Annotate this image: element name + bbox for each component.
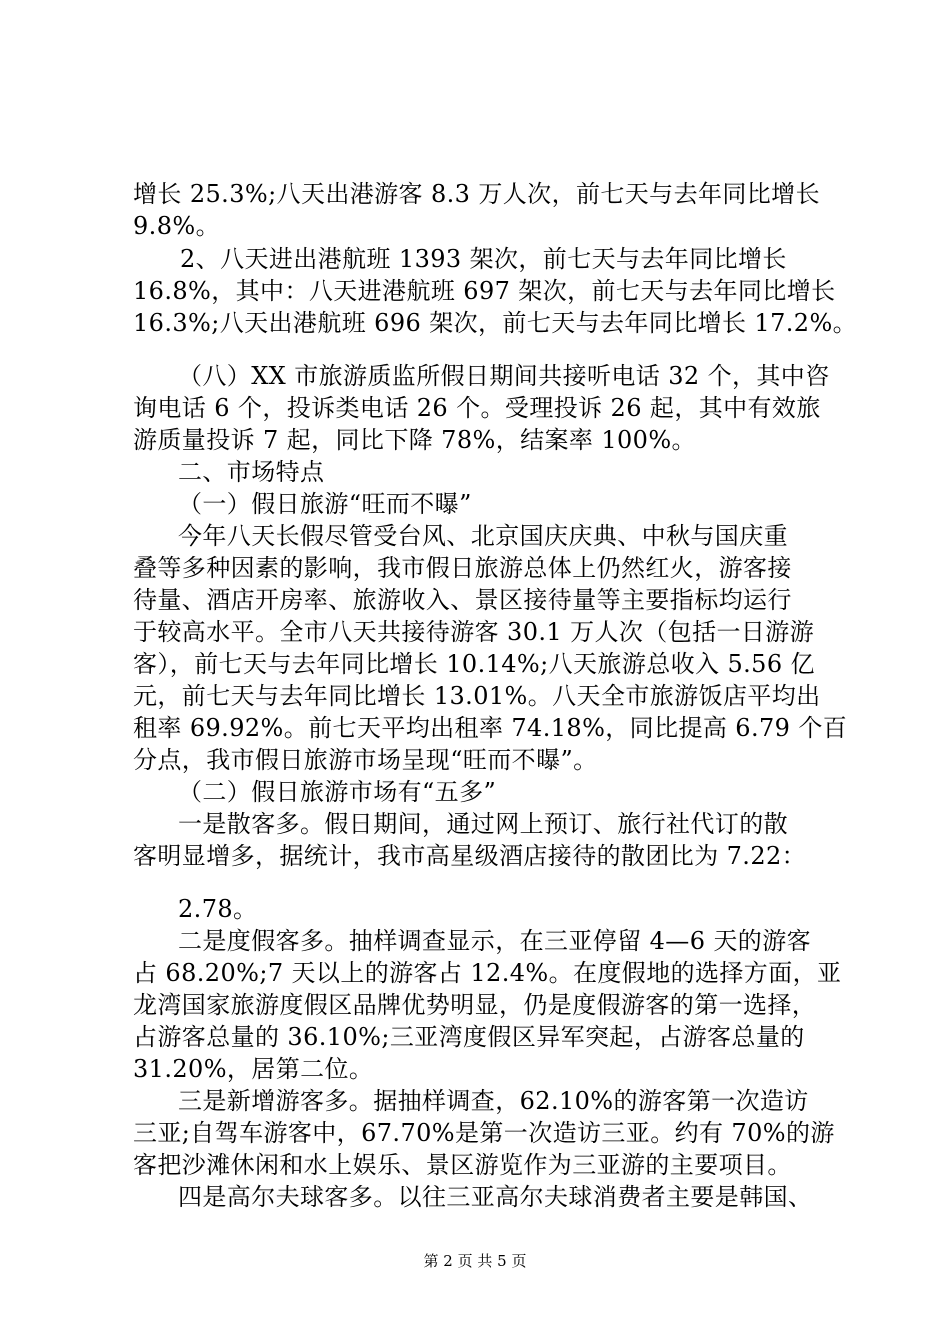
- text-line: 增长 25.3%;八天出港游客 8.3 万人次，前七天与去年同比增长: [133, 180, 820, 208]
- text-line: 占游客总量的 36.10%;三亚湾度假区异军突起，占游客总量的: [133, 1023, 805, 1051]
- text-line: 16.8%，其中：八天进港航班 697 架次，前七天与去年同比增长: [133, 277, 836, 305]
- text-line: 分点，我市假日旅游市场呈现“旺而不曝”。: [133, 746, 598, 774]
- text-line: 一是散客多。假日期间，通过网上预订、旅行社代订的散: [178, 810, 788, 838]
- text-line: 询电话 6 个，投诉类电话 26 个。受理投诉 26 起，其中有效旅: [133, 394, 821, 422]
- text-line: 9.8%。: [133, 212, 220, 240]
- text-line: 龙湾国家旅游度假区品牌优势明显，仍是度假游客的第一选择，: [133, 991, 817, 1019]
- subsection-heading: （一）假日旅游“旺而不曝”: [178, 490, 472, 518]
- text-line: 今年八天长假尽管受台风、北京国庆庆典、中秋与国庆重: [178, 522, 788, 550]
- text-line: 三亚;自驾车游客中，67.70%是第一次造访三亚。约有 70%的游: [133, 1119, 835, 1147]
- text-line: 2、八天进出港航班 1393 架次，前七天与去年同比增长: [180, 245, 787, 273]
- text-line: 客），前七天与去年同比增长 10.14%;八天旅游总收入 5.56 亿: [133, 650, 815, 678]
- text-line: 31.20%，居第二位。: [133, 1055, 374, 1083]
- text-line: 于较高水平。全市八天共接待游客 30.1 万人次（包括一日游游: [133, 618, 815, 646]
- text-line: 客把沙滩休闲和水上娱乐、景区游览作为三亚游的主要项目。: [133, 1151, 792, 1179]
- text-line: 16.3%;八天出港航班 696 架次，前七天与去年同比增长 17.2%。: [133, 309, 858, 337]
- text-line: 游质量投诉 7 起，同比下降 78%，结案率 100%。: [133, 426, 696, 454]
- text-line: 二是度假客多。抽样调查显示，在三亚停留 4—6 天的游客: [178, 927, 811, 955]
- text-line: 占 68.20%;7 天以上的游客占 12.4%。在度假地的选择方面，亚: [133, 959, 842, 987]
- text-line: 三是新增游客多。据抽样调查，62.10%的游客第一次造访: [178, 1087, 809, 1115]
- text-line: 客明显增多，据统计，我市高星级酒店接待的散团比为 7.22：: [133, 842, 807, 870]
- section-heading: 二、市场特点: [178, 458, 325, 486]
- text-line: 2.78。: [178, 895, 258, 923]
- text-line: 待量、酒店开房率、旅游收入、景区接待量等主要指标均运行: [133, 586, 792, 614]
- text-line: 租率 69.92%。前七天平均出租率 74.18%，同比提高 6.79 个百: [133, 714, 848, 742]
- text-line: 叠等多种因素的影响，我市假日旅游总体上仍然红火，游客接: [133, 554, 792, 582]
- text-line: 四是高尔夫球客多。以往三亚高尔夫球消费者主要是韩国、: [178, 1183, 813, 1211]
- page-footer: 第 2 页 共 5 页: [423, 1252, 527, 1270]
- text-line: （八）XX 市旅游质监所假日期间共接听电话 32 个，其中咨: [178, 362, 830, 390]
- text-line: 元，前七天与去年同比增长 13.01%。八天全市旅游饭店平均出: [133, 682, 821, 710]
- subsection-heading: （二）假日旅游市场有“五多”: [178, 778, 497, 806]
